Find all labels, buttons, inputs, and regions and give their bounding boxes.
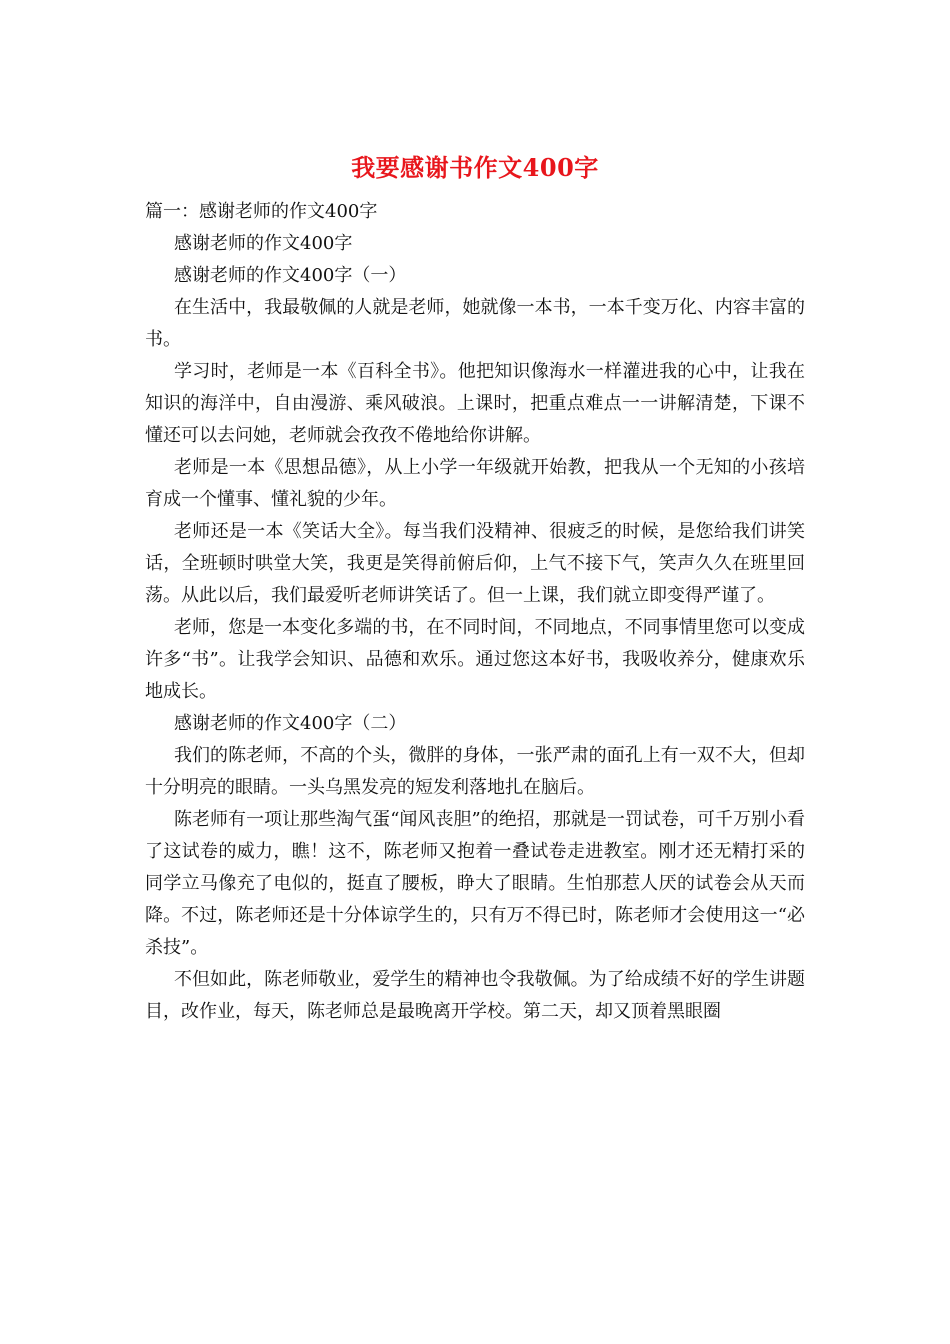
document-body	[145, 196, 805, 1028]
body-paragraph: 在生活中，我最敬佩的人就是老师，她就像一本书，一本千变万化、内容丰富的书。	[145, 297, 805, 350]
body-paragraph: 我们的陈老师，不高的个头，微胖的身体，一张严肃的面孔上有一双不大，但却十分明亮的眼睛。一头乌黑发亮的短发利落地扎在脑后。	[145, 745, 805, 798]
body-paragraph: 感谢老师的作文400字（二）	[174, 713, 407, 734]
body-paragraph: 篇一：感谢老师的作文400字	[145, 201, 378, 222]
body-paragraph: 感谢老师的作文400字	[174, 233, 353, 254]
body-paragraph: 老师还是一本《笑话大全》。每当我们没精神、很疲乏的时候，是您给我们讲笑话，全班顿时哄堂大笑，我更是笑得前俯后仰，上气不接下气，笑声久久在班里回荡。从此以后，我们最爱听老师讲笑话了。但一上课，我们就立即变得严谨了。	[145, 521, 805, 606]
body-paragraph: 老师是一本《思想品德》，从上小学一年级就开始教，把我从一个无知的小孩培育成一个懂事、懂礼貌的少年。	[145, 457, 805, 510]
body-paragraph: 陈老师有一项让那些淘气蛋“闻风丧胆”的绝招，那就是一罚试卷，可千万别小看了这试卷的威力，瞧！这不，陈老师又抱着一叠试卷走进教室。刚才还无精打采的同学立马像充了电似的，挺直了腰板，睁大了眼睛。生怕那惹人厌的试卷会从天而降。不过，陈老师还是十分体谅学生的，只有万不得已时，陈老师才会使用这一“必杀技”。	[145, 809, 805, 958]
body-paragraph: 感谢老师的作文400字（一）	[174, 265, 407, 286]
body-paragraph: 学习时，老师是一本《百科全书》。他把知识像海水一样灌进我的心中，让我在知识的海洋中，自由漫游、乘风破浪。上课时，把重点难点一一讲解清楚，下课不懂还可以去问她，老师就会孜孜不倦地给你讲解。	[145, 361, 805, 446]
document-title: 我要感谢书作文400字	[351, 153, 599, 182]
body-paragraph: 老师，您是一本变化多端的书，在不同时间，不同地点，不同事情里您可以变成许多“书”。让我学会知识、品德和欢乐。通过您这本好书，我吸收养分，健康欢乐地成长。	[145, 617, 805, 702]
body-paragraph: 不但如此，陈老师敬业，爱学生的精神也令我敬佩。为了给成绩不好的学生讲题目，改作业，每天，陈老师总是最晚离开学校。第二天，却又顶着黑眼圈	[145, 969, 805, 1022]
